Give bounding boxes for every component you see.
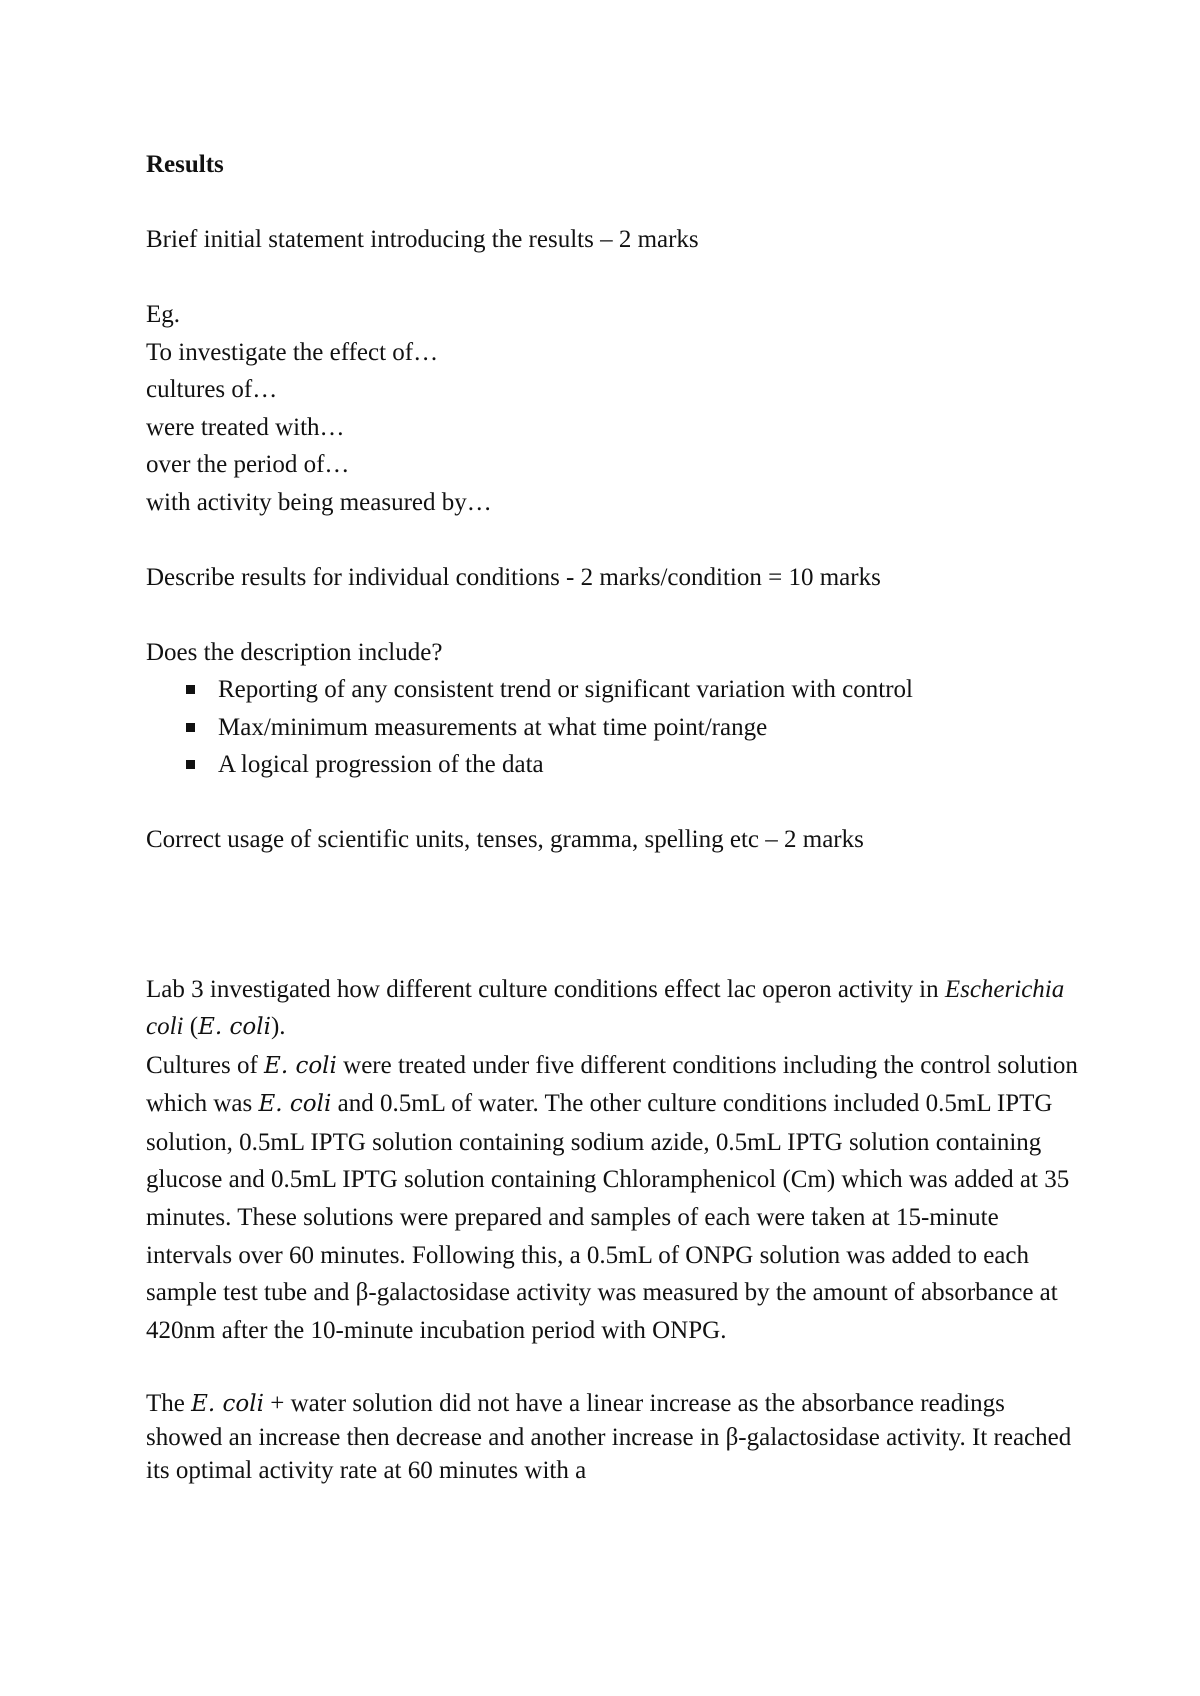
square-bullet-icon bbox=[186, 760, 195, 769]
intro-text: ). bbox=[270, 1013, 286, 1041]
criteria-item bbox=[186, 709, 1086, 747]
intro-text: and 0.5mL of water. The other culture conditions included 0.5mL IPTG solution, 0.5mL IPTG solution containing sodium azide, 0.5mL IPTG solution containing glucose and 0.5mL IPTG solution containing Chloramphenicol (Cm) which was added at 35 minutes. These solutions were prepared and samples of each were taken at 15-minute intervals over 60 minutes. Following this, a 0.5mL of ONPG solution was added to each sample test tube and β-galactosidase activity was measured by the amount of absorbance at 420nm after the 10-minute incubation period with ONPG. bbox=[146, 1090, 1070, 1344]
criteria-item bbox=[186, 746, 1086, 784]
criteria-question: Does the description include? bbox=[146, 638, 443, 666]
criteria-text: Reporting of any consistent trend or significant variation with control bbox=[218, 676, 913, 703]
criteria-item bbox=[186, 671, 1086, 709]
section-conditions-title: Describe results for individual conditions - 2 marks/condition = 10 marks bbox=[146, 563, 881, 591]
criteria-list bbox=[146, 671, 1086, 784]
results-paragraph bbox=[146, 1387, 1086, 1487]
intro-text: Lab 3 investigated how different culture conditions effect lac operon activity in bbox=[146, 975, 945, 1003]
page-heading: Results bbox=[146, 151, 224, 178]
intro-text: Cultures of bbox=[146, 1051, 265, 1079]
intro-text: were treated under five different conditions including the control solution which was bbox=[146, 1051, 1078, 1118]
species-abbreviation: E. coli bbox=[191, 1390, 264, 1417]
section-statement-title: Brief initial statement introducing the results – 2 marks bbox=[146, 226, 699, 253]
species-name: Escherichia coli bbox=[146, 975, 1065, 1041]
intro-text: ( bbox=[183, 1013, 199, 1041]
species-abbreviation: E. coli bbox=[258, 1091, 332, 1118]
document-page bbox=[146, 146, 1086, 1487]
example-line: To investigate the effect of… bbox=[146, 338, 439, 366]
criteria-text: Max/minimum measurements at what time point/range bbox=[218, 713, 768, 741]
species-abbreviation: E. coli bbox=[264, 1052, 337, 1079]
square-bullet-icon bbox=[186, 723, 195, 732]
section-usage-title: Correct usage of scientific units, tenses, gramma, spelling etc – 2 marks bbox=[146, 826, 864, 853]
criteria-text: A logical progression of the data bbox=[218, 751, 544, 778]
example-line: with activity being measured by… bbox=[146, 488, 492, 516]
example-line: over the period of… bbox=[146, 451, 350, 478]
example-line: were treated with… bbox=[146, 413, 345, 441]
results-text: + water solution did not have a linear increase as the absorbance readings showed an increase then decrease and another increase in β-galactosidase activity. It reached its optimal activity rate at 60 minutes with a bbox=[146, 1389, 1072, 1484]
example-label: Eg. bbox=[146, 301, 181, 328]
intro-paragraph bbox=[146, 971, 1086, 1350]
square-bullet-icon bbox=[186, 685, 195, 694]
example-line: cultures of… bbox=[146, 376, 278, 403]
species-abbreviation: E. coli bbox=[198, 1014, 271, 1041]
results-text: The bbox=[146, 1389, 192, 1417]
